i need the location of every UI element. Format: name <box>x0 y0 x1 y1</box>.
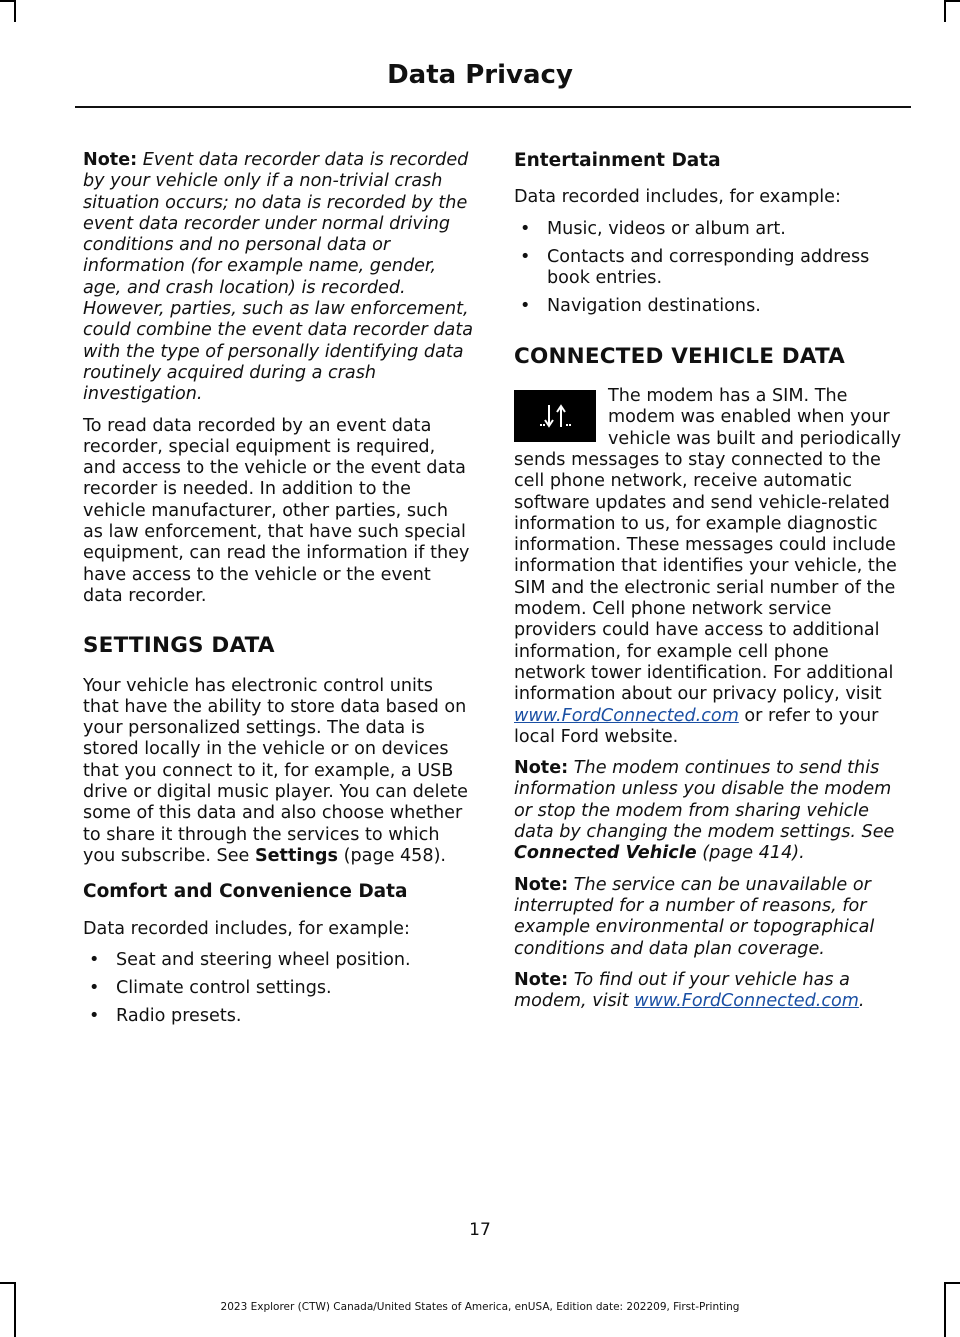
entertainment-data-heading: Entertainment Data <box>514 150 721 171</box>
settings-data-paragraph <box>83 676 473 868</box>
entertainment-intro: Data recorded includes, for example: <box>514 187 841 208</box>
footer-edition-info: 2023 Explorer (CTW) Canada/United States of America, enUSA, Edition date: 202209, First-Printing <box>220 1301 740 1313</box>
note-text: The modem continues to send this information unless you disable the modem or stop the modem from sharing vehicle data by changing the modem settings. See <box>514 758 895 843</box>
left-column <box>83 150 473 1038</box>
page-title: Data Privacy <box>387 60 573 90</box>
settings-text: Your vehicle has electronic control units that have the ability to store data based on your personalized settings. The data is stored locally in the vehicle or on devices that you connect to it, for example, a USB drive or digital music player. You can delete some of this data and also choose whether to share it through the services to which you subscribe. See <box>83 675 469 866</box>
ford-connected-link[interactable]: www.FordConnected.com <box>514 705 739 726</box>
crop-mark <box>0 1282 14 1284</box>
settings-page-ref: (page 458). <box>338 845 447 866</box>
note-label: Note: <box>514 758 569 779</box>
crop-mark <box>0 0 14 2</box>
event-data-note <box>83 150 473 406</box>
right-column <box>514 150 904 1022</box>
note-page-ref: (page 414). <box>696 843 805 864</box>
edr-access-paragraph: To read data recorded by an event data recorder, special equipment is required, and access to the vehicle or the event data recorder is needed. In addition to the vehicle manufacturer, other parties, such as law enforcement, that have such special equipment, can read the information if they have access to the vehicle or the event data recorder. <box>83 415 470 606</box>
entertainment-list <box>514 219 904 318</box>
crop-mark <box>946 1282 960 1284</box>
note-label: Note: <box>514 874 569 895</box>
list-item: • Climate control settings. <box>83 978 473 999</box>
settings-data-heading: SETTINGS DATA <box>83 633 275 659</box>
list-item: • Radio presets. <box>83 1006 473 1027</box>
note-text: The service can be unavailable or interrupted for a number of reasons, for example environmental or topographical conditions and data plan coverage. <box>514 874 875 959</box>
page-number: 17 <box>469 1220 491 1240</box>
note-text: To find out if your vehicle has a modem, visit <box>514 969 850 1012</box>
crop-mark <box>946 0 960 2</box>
note-label: Note: <box>514 969 569 990</box>
find-modem-note <box>514 970 904 1013</box>
note-label: Note: <box>83 150 138 170</box>
header-divider <box>75 106 911 108</box>
connected-vehicle-heading: CONNECTED VEHICLE DATA <box>514 343 846 369</box>
comfort-intro: Data recorded includes, for example: <box>83 918 410 939</box>
comfort-data-heading: Comfort and Convenience Data <box>83 881 408 903</box>
connected-vehicle-xref-link[interactable]: Connected Vehicle <box>514 843 697 864</box>
service-note <box>514 875 904 960</box>
settings-xref-link[interactable]: Settings <box>254 845 338 866</box>
modem-data-icon <box>514 390 596 442</box>
ford-connected-link[interactable]: www.FordConnected.com <box>634 991 859 1012</box>
list-item: • Contacts and corresponding address book entries. <box>514 247 904 290</box>
list-item: • Seat and steering wheel position. <box>83 950 473 971</box>
list-item: • Navigation destinations. <box>514 296 904 317</box>
note-tail: . <box>858 991 865 1012</box>
connected-tail: or refer to your local Ford website. <box>514 705 879 747</box>
note-text: Event data recorder data is recorded by your vehicle only if a non-trivial crash situation occurs; no data is recorded by the event data recorder under normal driving conditions and no personal data or information (for example name, gender, age, and crash location) is recorded. However, parties, such as law enforcement, could combine the event data recorder data with the type of personally identifying data routinely acquired during a crash investigation. <box>83 150 474 405</box>
connected-text: The modem has a SIM. The modem was enabled when your vehicle was built and periodically sends messages to stay connected to the cell phone network, receive automatic software updates and send vehicle-related information to us, for example diagnostic information. These messages could include information that identifies your vehicle, the SIM and the electronic serial number of the modem. Cell phone network service providers could have access to additional information, for example cell phone network tower identification. For additional information about our privacy policy, visit <box>514 386 902 705</box>
crop-mark <box>14 0 16 22</box>
comfort-list <box>83 950 473 1028</box>
modem-note <box>514 758 904 864</box>
list-item: • Music, videos or album art. <box>514 219 904 240</box>
crop-mark <box>944 0 946 22</box>
